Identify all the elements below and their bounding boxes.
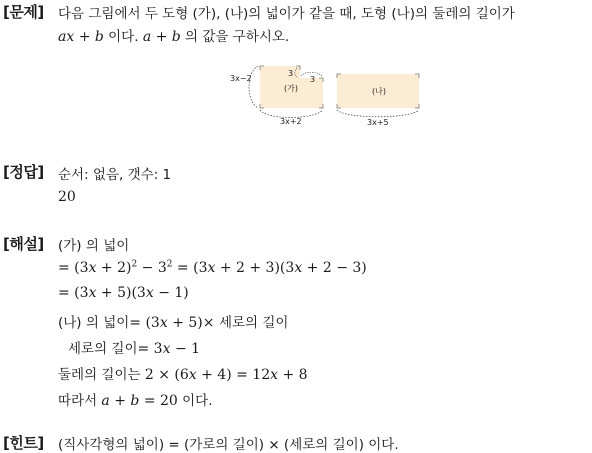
left-side-brace bbox=[249, 66, 258, 108]
shape-b-label: (나) bbox=[372, 87, 386, 96]
notch-horizontal-label: 3 bbox=[310, 75, 316, 84]
shape-a-label: (가) bbox=[284, 84, 298, 93]
solution-height-label: 세로의 길이 bbox=[68, 341, 138, 357]
bottom-b-label: 3x+5 bbox=[367, 118, 389, 127]
bottom-a-label: 3x+2 bbox=[280, 117, 302, 126]
solution-line2 bbox=[58, 259, 367, 276]
problem-text-line1: 다음 그림에서 두 도형 (가), (나)의 넓이가 같을 때, 도형 (나)의 둘레의 길이가 bbox=[58, 6, 515, 22]
solution-final-expr: a + b = 20 bbox=[101, 393, 178, 409]
problem-text-question: 의 값을 구하시오. bbox=[180, 29, 290, 45]
problem-label: [문제] bbox=[3, 3, 44, 21]
solution-line7 bbox=[58, 389, 213, 409]
solution-height-word: 세로의 길이 bbox=[218, 315, 289, 331]
solution-area-b-label: (나) 의 넓이 bbox=[58, 315, 130, 331]
answer-meta: 순서: 없음, 갯수: 1 bbox=[58, 167, 172, 183]
solution-idah: 이다. bbox=[177, 393, 213, 409]
expr-a-plus-b: a + b bbox=[142, 29, 181, 45]
solution-therefore: 따라서 bbox=[58, 393, 102, 409]
solution-line1: (가) 의 넓이 bbox=[58, 238, 130, 254]
solution-height-expr: = 3x − 1 bbox=[137, 341, 201, 357]
solution-perimeter-label: 둘레의 길이는 bbox=[58, 367, 145, 383]
solution-perimeter-expr: 2 × (6x + 4) = 12x + 8 bbox=[144, 367, 308, 383]
solution-label: [해설] bbox=[3, 235, 44, 253]
hint-label: [힌트] bbox=[3, 434, 44, 452]
left-side-label: 3x−2 bbox=[230, 74, 252, 83]
answer-label: [정답] bbox=[3, 163, 44, 181]
problem-figure bbox=[225, 62, 425, 128]
solution-eq1: = $(3x + 2)^2 - 3^2 = (3x + 2 + 3)(3x + 2 - 3)$ bbox=[58, 259, 367, 276]
expr-ax-b: ax + b bbox=[58, 29, 104, 45]
solution-area-b-expr: = (3x + 5)× bbox=[129, 315, 219, 331]
hint-text: (직사각형의 넓이) = (가로의 길이) × (세로의 길이) 이다. bbox=[58, 437, 399, 453]
solution-line4 bbox=[58, 311, 288, 331]
solution-line6 bbox=[58, 363, 308, 383]
solution-line5 bbox=[68, 337, 200, 357]
bottom-b-brace bbox=[337, 110, 419, 117]
problem-text-idah: 이다. bbox=[103, 29, 143, 45]
notch-vertical-label: 3 bbox=[288, 69, 294, 78]
solution-line3: = (3x + 5)(3x − 1) bbox=[58, 285, 189, 301]
problem-text-line2 bbox=[58, 25, 289, 45]
answer-value: 20 bbox=[58, 189, 76, 205]
